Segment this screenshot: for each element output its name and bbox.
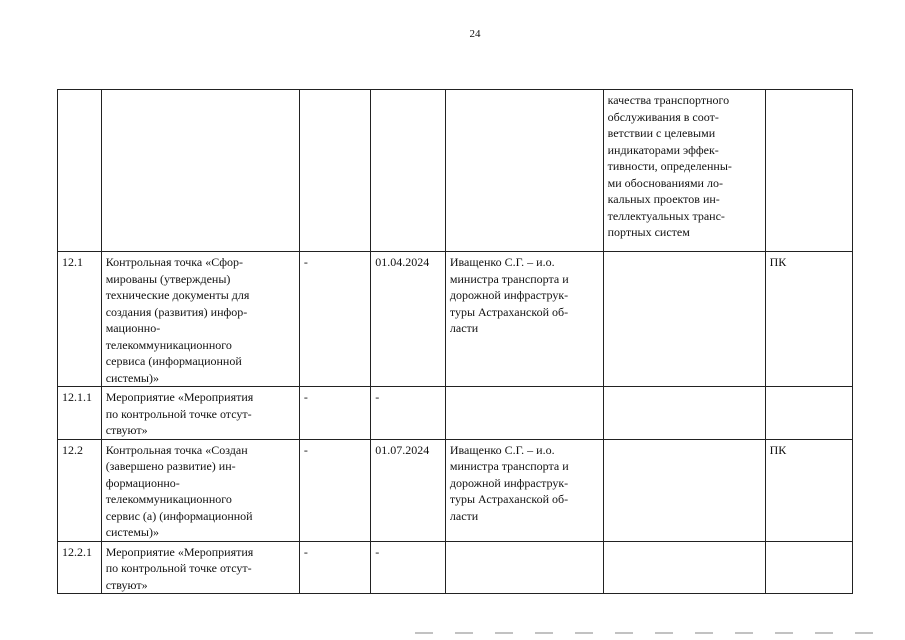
cell-responsible bbox=[445, 541, 603, 594]
cell-type bbox=[765, 90, 852, 252]
table-row bbox=[58, 439, 853, 541]
cell-type: ПК bbox=[765, 439, 852, 541]
cell-number: 12.2 bbox=[58, 439, 102, 541]
page-number: 24 bbox=[469, 28, 481, 40]
cell-result bbox=[603, 252, 765, 387]
cell-result bbox=[603, 387, 765, 440]
cell-date bbox=[371, 90, 446, 252]
cell-responsible: Иващенко С.Г. – и.о. министра транспорта и дорожной инфраструк- туры Астраханской об- ласти bbox=[445, 252, 603, 387]
cell-col3: - bbox=[299, 439, 370, 541]
cell-number: 12.1.1 bbox=[58, 387, 102, 440]
cell-date: 01.04.2024 bbox=[371, 252, 446, 387]
cell-type bbox=[765, 387, 852, 440]
cell-type: ПК bbox=[765, 252, 852, 387]
cell-col3: - bbox=[299, 387, 370, 440]
cell-number: 12.2.1 bbox=[58, 541, 102, 594]
cell-col3 bbox=[299, 90, 370, 252]
cell-number: 12.1 bbox=[58, 252, 102, 387]
cell-name: Мероприятие «Мероприятия по контрольной точке отсут- ствуют» bbox=[101, 541, 299, 594]
cell-col3: - bbox=[299, 541, 370, 594]
cell-responsible bbox=[445, 90, 603, 252]
cell-date: 01.07.2024 bbox=[371, 439, 446, 541]
table-row bbox=[58, 252, 853, 387]
cell-name: Контрольная точка «Создан (завершено развитие) ин- формационно- телекоммуникационного сервис (а) (информационной системы)» bbox=[101, 439, 299, 541]
cell-result: качества транспортного обслуживания в соот- ветствии с целевыми индикаторами эффек- тивности, определенны- ми обоснованиями ло- кальных проектов ин- теллектуальных транс- портных систем bbox=[603, 90, 765, 252]
cell-result bbox=[603, 541, 765, 594]
cell-type bbox=[765, 541, 852, 594]
plan-table bbox=[57, 89, 853, 594]
cell-responsible bbox=[445, 387, 603, 440]
table-row bbox=[58, 387, 853, 440]
cell-result bbox=[603, 439, 765, 541]
table-row bbox=[58, 90, 853, 252]
cell-name bbox=[101, 90, 299, 252]
table-row bbox=[58, 541, 853, 594]
cell-name: Мероприятие «Мероприятия по контрольной точке отсут- ствуют» bbox=[101, 387, 299, 440]
cell-responsible: Иващенко С.Г. – и.о. министра транспорта и дорожной инфраструк- туры Астраханской об- ласти bbox=[445, 439, 603, 541]
cell-date: - bbox=[371, 541, 446, 594]
cell-date: - bbox=[371, 387, 446, 440]
cell-col3: - bbox=[299, 252, 370, 387]
cell-number bbox=[58, 90, 102, 252]
scan-artifact bbox=[415, 632, 895, 634]
cell-name: Контрольная точка «Сфор- мированы (утверждены) технические документы для создания (развития) инфор- мационно- телекоммуникационного сервиса (информационной системы)» bbox=[101, 252, 299, 387]
